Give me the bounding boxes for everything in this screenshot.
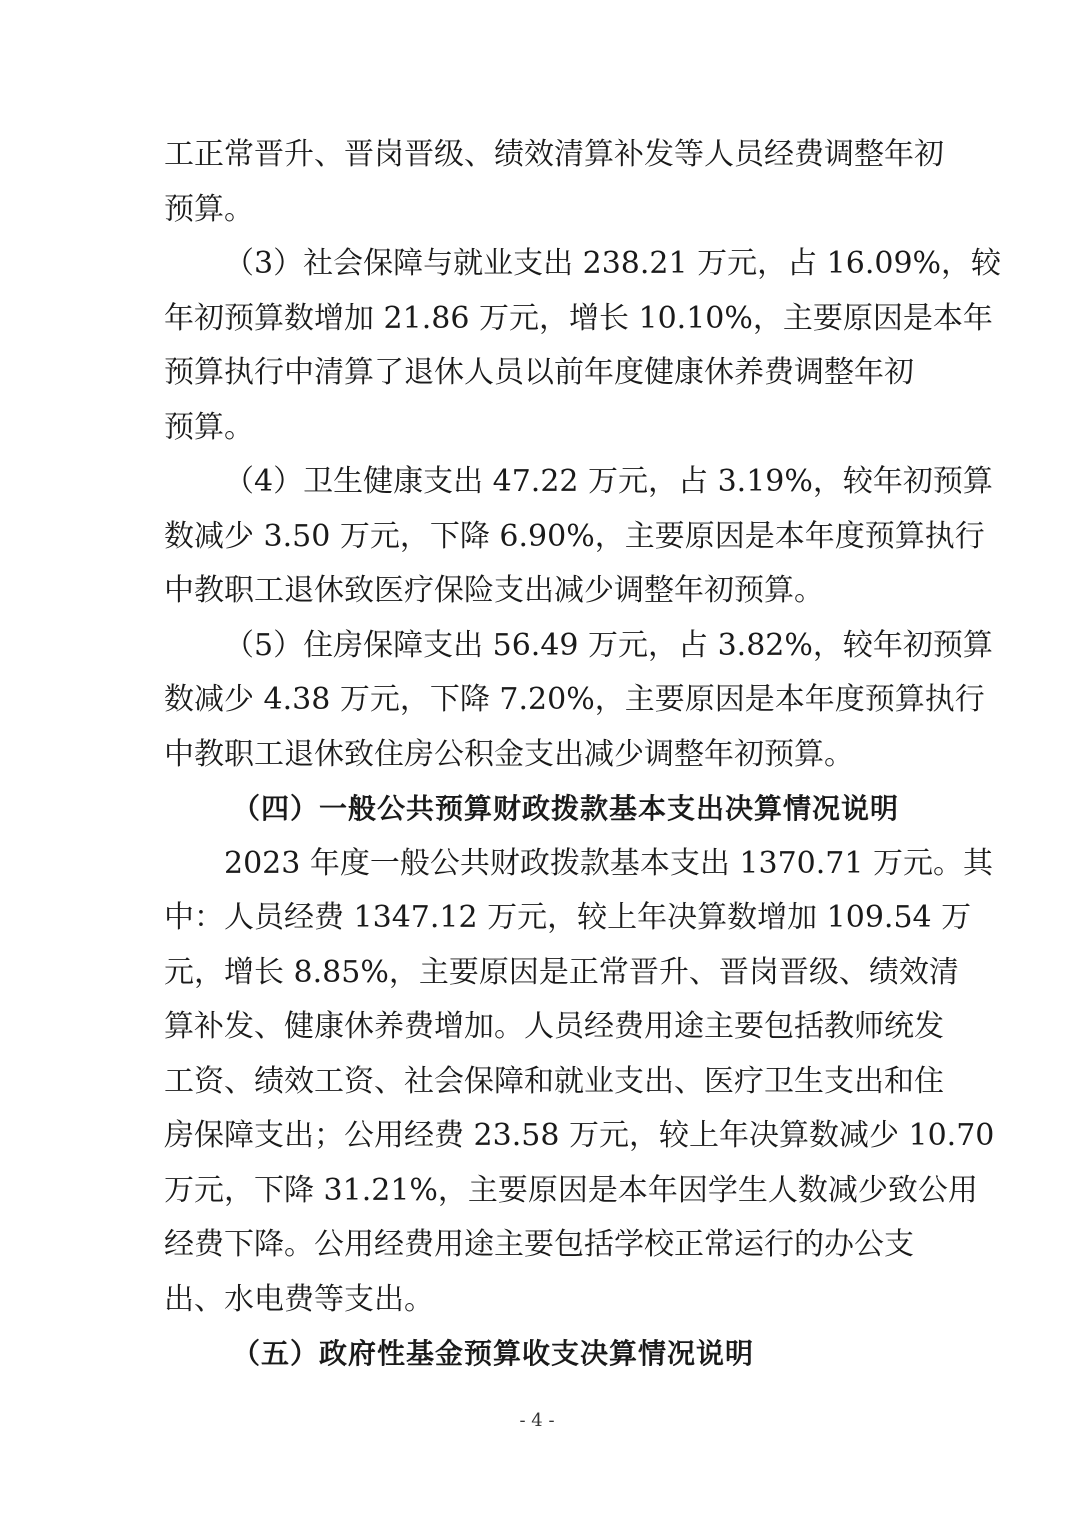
paragraph-line: 中教职工退休致医疗保险支出减少调整年初预算。 xyxy=(164,573,824,608)
paragraph-line: （3）社会保障与就业支出 238.21 万元，占 16.09%，较 xyxy=(224,246,1002,281)
paragraph-line: 万元，下降 31.21%，主要原因是本年因学生人数减少致公用 xyxy=(164,1172,978,1208)
document-body xyxy=(164,128,1002,1382)
paragraph-line: 元，增长 8.85%，主要原因是正常晋升、晋岗晋级、绩效清 xyxy=(164,954,959,990)
page-number: - 4 - xyxy=(519,1410,555,1431)
paragraph-line: 预算。 xyxy=(164,409,254,445)
paragraph-line: 2023 年度一般公共财政拨款基本支出 1370.71 万元。其 xyxy=(224,845,994,881)
section-heading: （四）一般公共预算财政拨款基本支出决算情况说明 xyxy=(232,792,900,825)
paragraph-line: 中：人员经费 1347.12 万元，较上年决算数增加 109.54 万 xyxy=(164,900,972,935)
paragraph-line: 年初预算数增加 21.86 万元，增长 10.10%，主要原因是本年 xyxy=(164,300,993,336)
paragraph-line: 工资、绩效工资、社会保障和就业支出、医疗卫生支出和住 xyxy=(164,1063,944,1099)
paragraph-line: 数减少 3.50 万元，下降 6.90%，主要原因是本年度预算执行 xyxy=(164,518,985,554)
paragraph-line: 经费下降。公用经费用途主要包括学校正常运行的办公支 xyxy=(164,1227,914,1262)
paragraph-line: 算补发、健康休养费增加。人员经费用途主要包括教师统发 xyxy=(164,1009,944,1044)
paragraph-line: （5）住房保障支出 56.49 万元，占 3.82%，较年初预算 xyxy=(224,627,993,663)
section-heading: （五）政府性基金预算收支决算情况说明 xyxy=(232,1337,755,1370)
paragraph-line: （4）卫生健康支出 47.22 万元，占 3.19%，较年初预算 xyxy=(224,464,993,499)
paragraph-line: 工正常晋升、晋岗晋级、绩效清算补发等人员经费调整年初 xyxy=(164,137,944,172)
paragraph-line: 数减少 4.38 万元，下降 7.20%，主要原因是本年度预算执行 xyxy=(164,682,985,717)
paragraph-line: 中教职工退休致住房公积金支出减少调整年初预算。 xyxy=(164,736,854,772)
paragraph-line: 房保障支出；公用经费 23.58 万元，较上年决算数减少 10.70 xyxy=(164,1118,995,1153)
paragraph-line: 预算。 xyxy=(164,191,254,227)
paragraph-line: 出、水电费等支出。 xyxy=(164,1281,434,1317)
paragraph-line: 预算执行中清算了退休人员以前年度健康休养费调整年初 xyxy=(164,355,914,390)
